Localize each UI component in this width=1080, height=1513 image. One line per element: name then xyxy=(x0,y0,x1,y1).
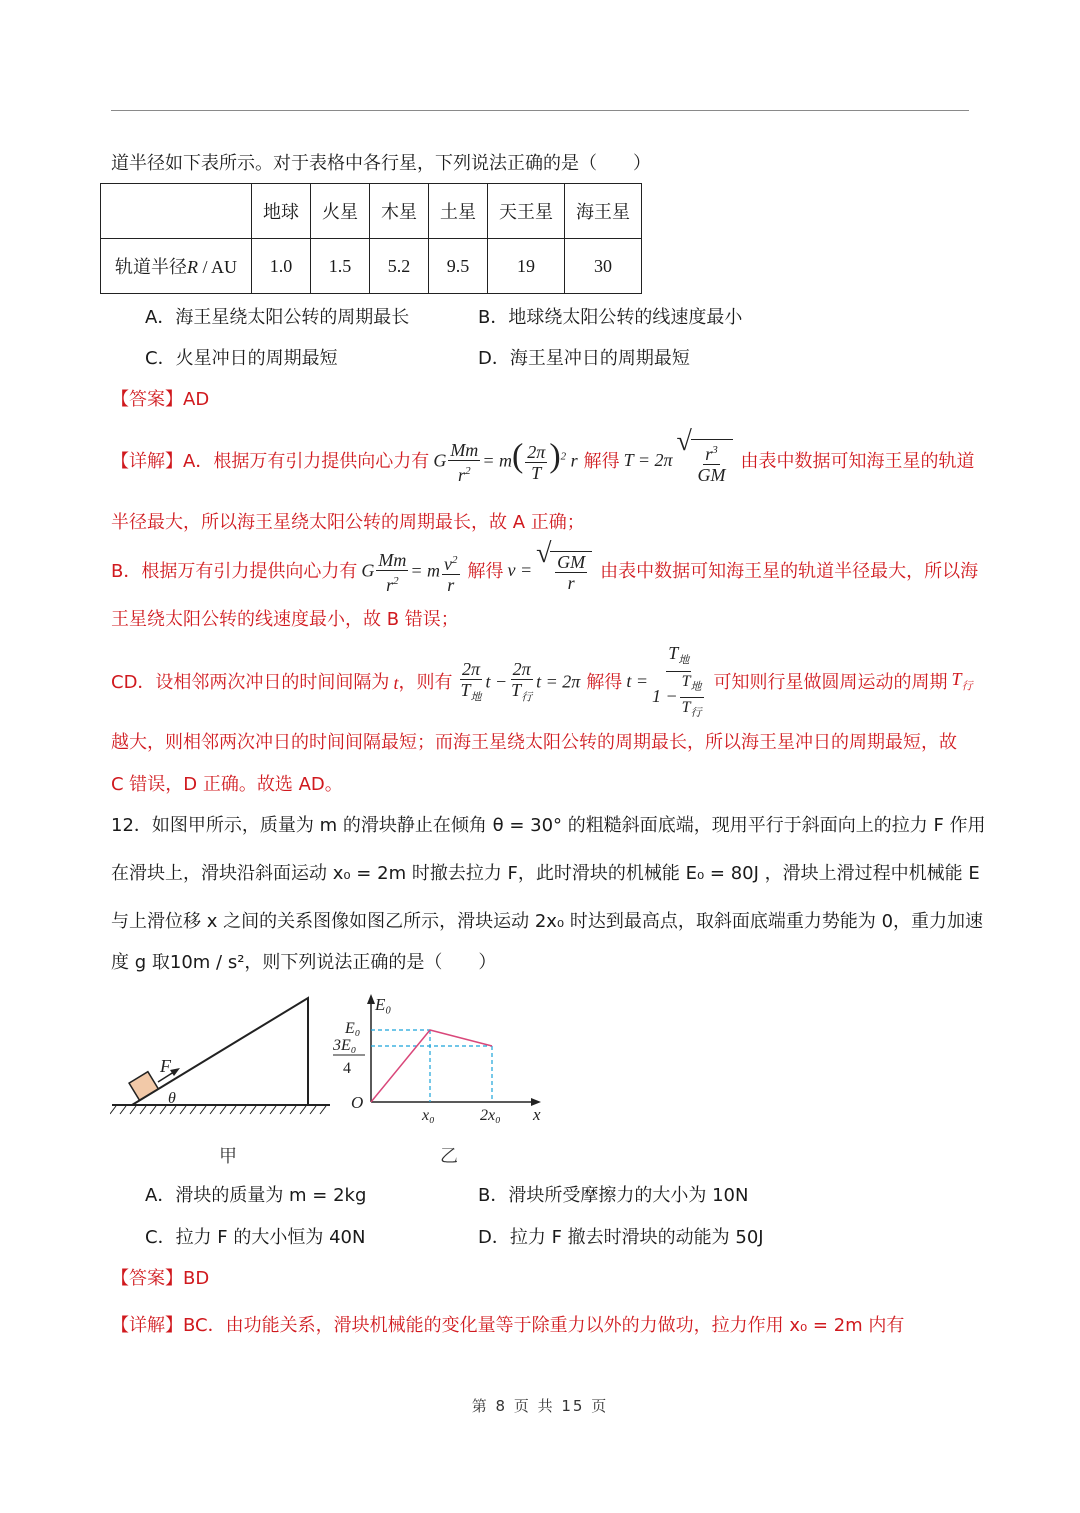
table-cell: 19 xyxy=(488,239,565,294)
q11-detail-line4: 王星绕太阳公转的线速度最小，故 B 错误； xyxy=(111,609,459,630)
formula-interval: t = $T_地$ 1 − $\frac{T_地}{T_行}$ xyxy=(626,643,702,719)
q11-detail-line2: 半径最大，所以海王星绕太阳公转的周期最长，故 A 正确； xyxy=(111,512,585,533)
figure-caption-jia: 甲 xyxy=(219,1146,237,1167)
table-header: 地球 xyxy=(252,184,311,239)
q11-detail-line6: 越大，则相邻两次冲日的时间间隔最短；而海王星绕太阳公转的周期最长，所以海王星冲日的周期最短，故 xyxy=(111,732,957,753)
table-row xyxy=(101,239,642,294)
q12-option-c: C．拉力 F 的大小恒为 40N xyxy=(145,1227,366,1248)
table-cell: 9.5 xyxy=(429,239,488,294)
incline-figure xyxy=(110,990,335,1120)
figure-caption-yi: 乙 xyxy=(440,1146,458,1167)
table-cell: 5.2 xyxy=(370,239,429,294)
table-corner-cell xyxy=(101,184,252,239)
formula-period: T = 2π √ $\frac{r^3}{GM}$ xyxy=(624,439,733,485)
q11-detail-line5: CD．设相邻两次冲日的时间间隔为 t ，则有 $\frac{2\pi}{T_地}$ t − $\frac{2\pi}{T_行}$ t = 2π 解得 t = $T_地$ 1 − $\frac{T_地}{T_行}$ 可知则行星做圆周运动的周期 $T_行$ xyxy=(111,645,973,721)
energy-curve xyxy=(371,1030,492,1102)
slider-block xyxy=(129,1072,158,1101)
ground-hatching xyxy=(110,1106,326,1114)
x-tick-x0: x₀ xyxy=(422,1107,435,1124)
q12-stem-line1: 12．如图甲所示，质量为 m 的滑块静止在倾角 θ = 30° 的粗糙斜面底端，现用平行于斜面向上的拉力 F 作用 xyxy=(111,815,986,836)
table-header-row xyxy=(101,184,642,239)
y-axis-label: E₀ xyxy=(375,995,392,1014)
q11-answer: 【答案】AD xyxy=(111,389,210,410)
header-rule xyxy=(111,110,969,111)
q12-option-d: D．拉力 F 撤去时滑块的动能为 50J xyxy=(478,1227,764,1248)
q11-option-c: C．火星冲日的周期最短 xyxy=(145,348,338,369)
x-tick-2x0: 2x₀ xyxy=(480,1107,501,1124)
formula-gravity: G $\frac{Mm}{r^2}$ = m( $\frac{2\pi}{T}$ )$^2$ r xyxy=(433,437,578,485)
planet-table xyxy=(100,183,642,294)
table-header: 木星 xyxy=(370,184,429,239)
table-header: 海王星 xyxy=(565,184,642,239)
formula-synodic: $\frac{2\pi}{T_地}$ t − $\frac{2\pi}{T_行}$ t = 2π xyxy=(460,658,581,704)
q12-stem-line4: 度 g 取10m / s²，则下列说法正确的是（ ） xyxy=(111,952,497,973)
energy-graph xyxy=(325,990,550,1125)
row-label: 轨道半径R / AU xyxy=(101,239,252,294)
q11-detail-line1: 【详解】A．根据万有引力提供向心力有 G $\frac{Mm}{r^2}$ = m( $\frac{2\pi}{T}$ )$^2$ r 解得 T = 2π √ $\frac{r^3}{GM}$ 由表中数据可知海王星的轨道 xyxy=(111,434,975,490)
table-cell: 1.0 xyxy=(252,239,311,294)
y-axis-arrow xyxy=(367,994,375,1004)
q11-stem: 道半径如下表所示。对于表格中各行星，下列说法正确的是（ ） xyxy=(111,153,651,174)
y-tick-e0: E₀ xyxy=(345,1020,361,1037)
page-footer: 第 8 页 共 15 页 xyxy=(471,1397,609,1415)
q11-option-b: B．地球绕太阳公转的线速度最小 xyxy=(478,307,743,328)
origin-label: O xyxy=(351,1093,364,1112)
force-arrowhead xyxy=(170,1068,180,1076)
q12-detail-line1: 【详解】BC．由功能关系，滑块机械能的变化量等于除重力以外的力做功，拉力作用 x₀ = 2m 内有 xyxy=(111,1315,905,1336)
q12-option-a: A．滑块的质量为 m = 2kg xyxy=(145,1185,367,1206)
q12-stem-line3: 与上滑位移 x 之间的关系图像如图乙所示，滑块运动 2x₀ 时达到最高点，取斜面底端重力势能为 0，重力加速 xyxy=(111,911,984,932)
q12-stem-line2: 在滑块上，滑块沿斜面运动 x₀ = 2m 时撤去拉力 F，此时滑块的机械能 E₀ = 80J ，滑块上滑过程中机械能 E xyxy=(111,863,980,884)
table-cell: 30 xyxy=(565,239,642,294)
y-tick-3e0-num: 3E₀ xyxy=(333,1037,357,1054)
q11-detail-line3: B．根据万有引力提供向心力有 G $\frac{Mm}{r^2}$ = m $\frac{v^2}{r}$ 解得 v = √ $\frac{GM}{r}$ 由表中数据可知海王星的轨道半径最大，所以海 xyxy=(111,544,978,600)
label-theta: θ xyxy=(168,1090,176,1107)
table-header: 天王星 xyxy=(488,184,565,239)
q11-option-a: A．海王星绕太阳公转的周期最长 xyxy=(145,307,410,328)
q11-option-d: D．海王星冲日的周期最短 xyxy=(478,348,690,369)
table-header: 火星 xyxy=(311,184,370,239)
table-header: 土星 xyxy=(429,184,488,239)
y-tick-3e0-den: 4 xyxy=(343,1060,351,1077)
symbol-t-planet: $T_行$ xyxy=(951,669,973,693)
q12-option-b: B．滑块所受摩擦力的大小为 10N xyxy=(478,1185,749,1206)
x-axis-label: x xyxy=(533,1105,541,1124)
q12-answer: 【答案】BD xyxy=(111,1268,210,1289)
formula-velocity-eq: G $\frac{Mm}{r^2}$ = m $\frac{v^2}{r}$ xyxy=(361,549,458,595)
q11-detail-line7: C 错误，D 正确。故选 AD。 xyxy=(111,774,343,795)
formula-velocity: v = √ $\frac{GM}{r}$ xyxy=(508,551,593,593)
label-force: F xyxy=(160,1056,171,1076)
table-cell: 1.5 xyxy=(311,239,370,294)
